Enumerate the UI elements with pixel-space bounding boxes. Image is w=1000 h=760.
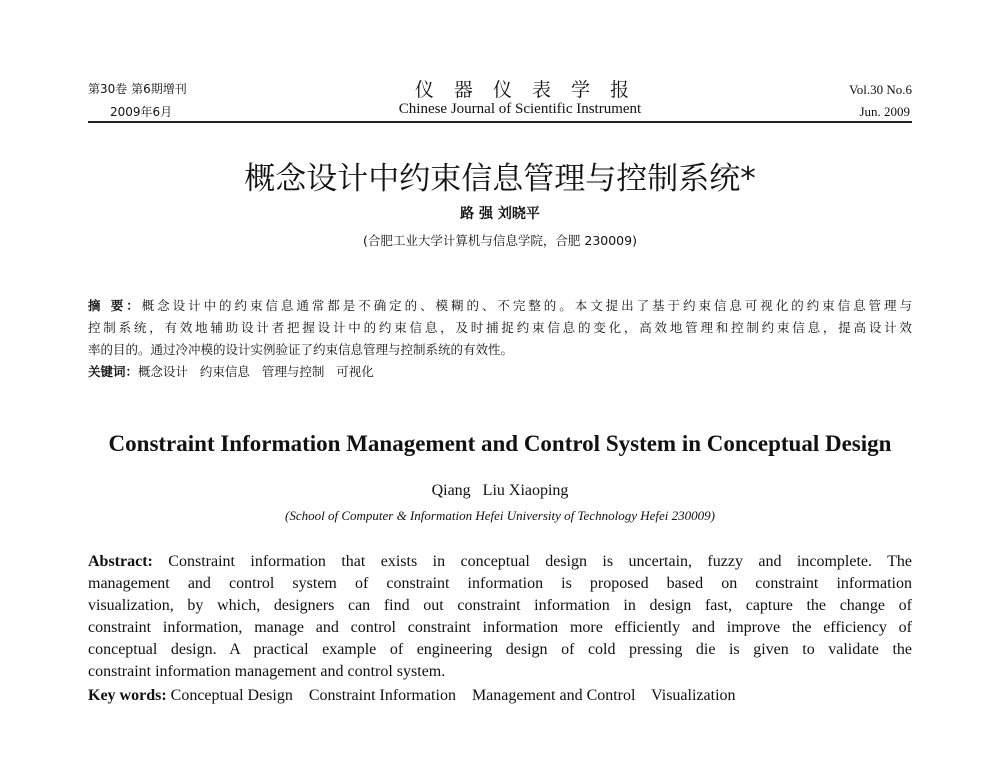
authors-en: Qiang Liu Xiaoping: [431, 482, 569, 499]
keywords-cn: 关键词：概念设计 约束信息 管理与控制 可视化: [88, 364, 374, 379]
keywords-en-label: Key words:: [88, 687, 167, 704]
date-en: Jun. 2009: [859, 104, 910, 119]
title-cn: 概念设计中约束信息管理与控制系统*: [244, 161, 756, 197]
abstract-cn-line: 摘 要：概念设计中的约束信息通常都是不确定的、模糊的、不完整的。本文提出了基于约束信息可视化的约束信息管理与: [88, 298, 912, 313]
authors-cn: 路 强 刘晓平: [460, 206, 540, 222]
abstract-en-line: Abstract: Constraint information that exists in conceptual design is uncertain, fuzzy and incomplete. The: [88, 553, 913, 570]
date-cn: 2009年6月: [110, 105, 173, 119]
abstract-cn-line: 控制系统，有效地辅助设计者把握设计中的约束信息，及时捕捉约束信息的变化，高效地管理和控制约束信息，提高设计效: [88, 320, 912, 335]
abstract-en-line: constraint information management and control system.: [88, 663, 446, 680]
abstract-cn-label: 摘 要：: [88, 298, 142, 313]
journal-en: Chinese Journal of Scientific Instrument: [398, 101, 642, 117]
abstract-en-label: Abstract:: [88, 553, 153, 570]
volume-en: Vol.30 No.6: [849, 82, 912, 97]
abstract-en-line: constraint information, manage and control constraint information more efficiently and improve the efficiency of: [88, 619, 912, 636]
abstract-cn-line: 率的目的。通过冷冲模的设计实例验证了约束信息管理与控制系统的有效性。: [88, 342, 514, 357]
abstract-en-line: management and control system of constraint information is proposed based on constraint information: [88, 575, 912, 592]
keywords-cn-label: 关键词：: [88, 364, 139, 379]
abstract-en-line: visualization, by which, designers can find out constraint information in design fast, capture the change of: [88, 597, 912, 614]
title-en: Constraint Information Management and Control System in Conceptual Design: [108, 431, 892, 456]
header-rule: [88, 121, 912, 123]
volume-cn: 第30卷 第6期增刊: [88, 82, 187, 96]
abstract-en-line: conceptual design. A practical example of engineering design of cold pressing die is given to validate the: [88, 641, 912, 658]
affiliation-cn: (合肥工业大学计算机与信息学院，合肥 230009): [363, 233, 637, 248]
journal-cn: 仪 器 仪 表 学 报: [414, 79, 630, 101]
affiliation-en: (School of Computer & Information Hefei University of Technology Hefei 230009): [285, 508, 715, 523]
keywords-en: Key words: Conceptual Design Constraint Information Management and Control Visualization: [88, 687, 736, 704]
